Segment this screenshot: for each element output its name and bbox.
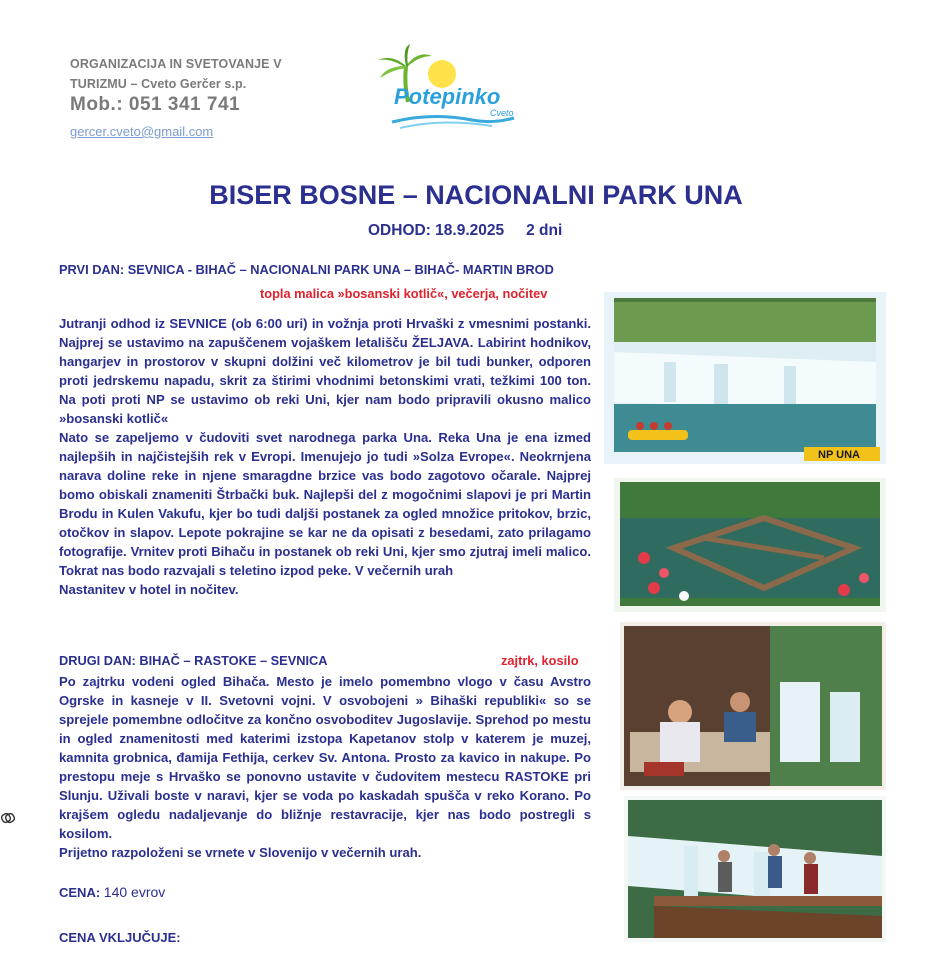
page-title: BISER BOSNE – NACIONALNI PARK UNA xyxy=(209,180,743,210)
organization-name xyxy=(70,54,310,94)
price-label: CENA: xyxy=(59,885,101,900)
day2-paragraph-2: Prijetno razpoloženi se vrnete v Slovenijo v večernih urah. xyxy=(59,845,422,860)
day2-heading: DRUGI DAN: BIHAČ – RASTOKE – SEVNICA xyxy=(59,653,328,668)
day2-description xyxy=(59,672,591,862)
day1-paragraph-1: Jutranji odhod iz SEVNICE (ob 6:00 uri) in vožnja proti Hrvaški z vmesnimi postanki. Najprej se ustavimo na zapuščenem vojaškem letališču ŽELJAVA. Labirint hodnikov, hangarjev in prostorov v skupni dolžini več kilometrov je bil tudi bunker, odporen proti jedrskemu napadu, skrit za štirimi vhodnimi betonskimi vrati, težkimi 100 ton. Na poti proti NP se ustavimo ob reki Uni, kjer nam bodo pripravili okusno malico »bosanski kotlič« xyxy=(59,316,591,426)
waterfall-photo xyxy=(604,292,886,464)
link-icon[interactable] xyxy=(0,810,16,826)
day2-meals: zajtrk, kosilo xyxy=(501,653,579,668)
day1-heading: PRVI DAN: SEVNICA - BIHAČ – NACIONALNI PARK UNA – BIHAČ- MARTIN BROD xyxy=(59,262,554,277)
day1-paragraph-3: Nastanitev v hotel in nočitev. xyxy=(59,582,239,597)
np-una-caption: NP UNA xyxy=(818,449,860,461)
departure-info xyxy=(368,222,562,240)
potepinko-logo xyxy=(372,44,522,130)
includes-label: CENA VKLJUČUJE: xyxy=(59,930,181,945)
org-line-2: TURIZMU – Cveto Gerčer s.p. xyxy=(70,77,247,91)
trip-duration: 2 dni xyxy=(526,222,563,239)
boardwalk-photo xyxy=(614,478,886,612)
svg-text:Potepinko: Potepinko xyxy=(394,84,501,109)
mobile-number: Mob.: 051 341 741 xyxy=(70,94,241,115)
price-value: 140 evrov xyxy=(103,884,166,900)
departure-date: ODHOD: 18.9.2025 xyxy=(368,222,505,239)
org-line-1: ORGANIZACIJA IN SVETOVANJE V xyxy=(70,57,282,71)
day1-description xyxy=(59,314,591,599)
email-link[interactable]: gercer.cveto@gmail.com xyxy=(70,124,214,139)
day1-paragraph-2: Nato se zapeljemo v čudoviti svet narodnega parka Una. Reka Una je ena izmed najlepših in najčistejših rek v Evropi. Imenujejo jo tudi »Solza Evrope«. Neokrnjena narava doline reke in njene smaragdne brzice vas bodo zagotovo očarale. Najprej bomo obiskali znameniti Štrbački buk. Najlepši del z mogočnimi slapovi je pri Martin Brodu in Kulen Vakufu, kjer bo tudi dalјši postanek za ogled množice pritokov, brzic, otočkov in slapov. Lepote pokrajine se kar ne da opisati z besedami, zato prilagamo fotografije. Vrnitev proti Bihaču in postanek ob reki Uni, kjer smo zjutraj imeli malico. Tokrat nas bodo razvajali s teletino izpod peke. V večernih urah xyxy=(59,430,591,578)
restaurant-photo xyxy=(620,622,886,790)
day2-paragraph-1: Po zajtrku vodeni ogled Bihača. Mesto je imelo pomembno vlogo v času Avstro Ogrske in kasneje v II. Svetovni vojni. V osvobojeni » Bihaški republiki« so se sprejele pomembne odločitve za končno osvoboditev Jugoslavije. Sprehod po mestu in ogled znamenitosti med katerimi izstopa Kapetanov stolp v katerem je muzej, kamnita grobnica, đamija Fethija, cerkev Sv. Antona. Prosto za kavico in nakupe. Po prestopu meje s Hrvaško se ponovno ustavite v čudovitem mestecu RASTOKE pri Slunju. Uživali boste v naravi, kjer se voda po kaskadah spušča v reko Korano. Po krajšem ogledu nadaljevanje do bližnje restavracije, kjer nas bodo postregli s kosilom. xyxy=(59,674,591,841)
rastoke-photo xyxy=(624,796,886,942)
day1-meals: topla malica »bosanski kotlič«, večerja, nočitev xyxy=(260,286,548,301)
price-line xyxy=(59,884,165,900)
svg-text:Cveto: Cveto xyxy=(490,108,514,118)
